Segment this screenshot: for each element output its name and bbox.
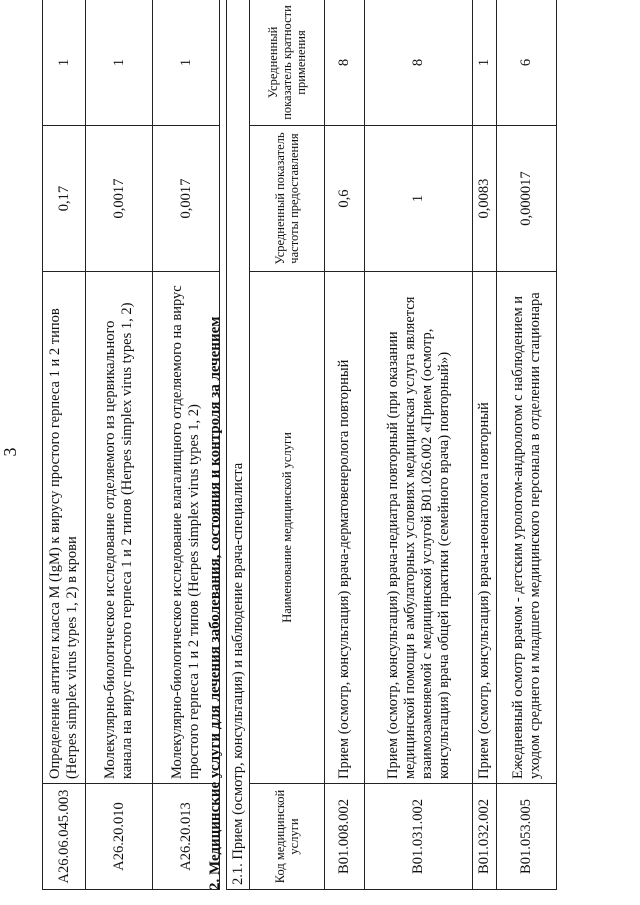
multiplicity-value: 1: [43, 0, 86, 126]
service-code: B01.031.002: [365, 784, 473, 890]
frequency-value: 0,000017: [497, 126, 557, 272]
column-header-multiplicity: Усредненный показатель кратности применения: [250, 0, 325, 126]
multiplicity-value: 8: [325, 0, 365, 126]
table-subheading-row: [227, 0, 250, 890]
table-row: [473, 0, 497, 890]
service-name: Определение антител класса M (IgM) к вирусу простого герпеса 1 и 2 типов (Herpes simplex virus types 1, 2) в крови: [43, 272, 86, 784]
frequency-value: 0,0017: [86, 126, 153, 272]
frequency-value: 0,0083: [473, 126, 497, 272]
table-row: [497, 0, 557, 890]
table-row: [86, 0, 153, 890]
frequency-value: 0,17: [43, 126, 86, 272]
table-row: [365, 0, 473, 890]
table-header-row: [250, 0, 325, 890]
service-name: Ежедневный осмотр врачом - детским урологом-андрологом с наблюдением и уходом среднего и младшего медицинского персонала в отделении стационара: [497, 272, 557, 784]
service-code: B01.032.002: [473, 784, 497, 890]
service-code: A26.20.010: [86, 784, 153, 890]
multiplicity-value: 1: [473, 0, 497, 126]
service-code: A26.06.045.003: [43, 784, 86, 890]
service-name: Прием (осмотр, консультация) врача-дерматовенеролога повторный: [325, 272, 365, 784]
subsection-heading: 2.1. Прием (осмотр, консультация) и наблюдение врача-специалиста: [227, 0, 250, 890]
column-header-code: Код медицинской услуги: [250, 784, 325, 890]
lab-tests-table: [42, 0, 220, 890]
multiplicity-value: 1: [153, 0, 220, 126]
section-heading: 2. Медицинские услуги для лечения заболевания, состояния и контроля за лечением: [207, 316, 223, 890]
frequency-value: 0,0017: [153, 126, 220, 272]
column-header-name: Наименование медицинской услуги: [250, 272, 325, 784]
service-code: B01.053.005: [497, 784, 557, 890]
multiplicity-value: 6: [497, 0, 557, 126]
service-name: Прием (осмотр, консультация) врача-педиатра повторный (при оказании медицинской помощи в амбулаторных условиях медицинская услуга является взаимозаменяемой с медицинской услугой B01.026.002 «Прием (осмотр, консультация) врача общей практики (семейного врача) повторный»): [365, 272, 473, 784]
service-code: A26.20.013: [153, 784, 220, 890]
service-name: Прием (осмотр, консультация) врача-неонатолога повторный: [473, 272, 497, 784]
service-name: Молекулярно-биологическое исследование отделяемого из цервикального канала на вирус простого герпеса 1 и 2 типов (Herpes simplex virus types 1, 2): [86, 272, 153, 784]
multiplicity-value: 1: [86, 0, 153, 126]
specialist-visits-table: [226, 0, 557, 890]
multiplicity-value: 8: [365, 0, 473, 126]
frequency-value: 0,6: [325, 126, 365, 272]
table-row: [43, 0, 86, 890]
table-row: [325, 0, 365, 890]
frequency-value: 1: [365, 126, 473, 272]
service-code: B01.008.002: [325, 784, 365, 890]
service-name: Молекулярно-биологическое исследование влагалищного отделяемого на вирус простого герпеса 1 и 2 типов (Herpes simplex virus types 1, 2): [153, 272, 220, 784]
column-header-frequency: Усредненный показатель частоты предоставления: [250, 126, 325, 272]
page-number: 3: [0, 447, 20, 457]
